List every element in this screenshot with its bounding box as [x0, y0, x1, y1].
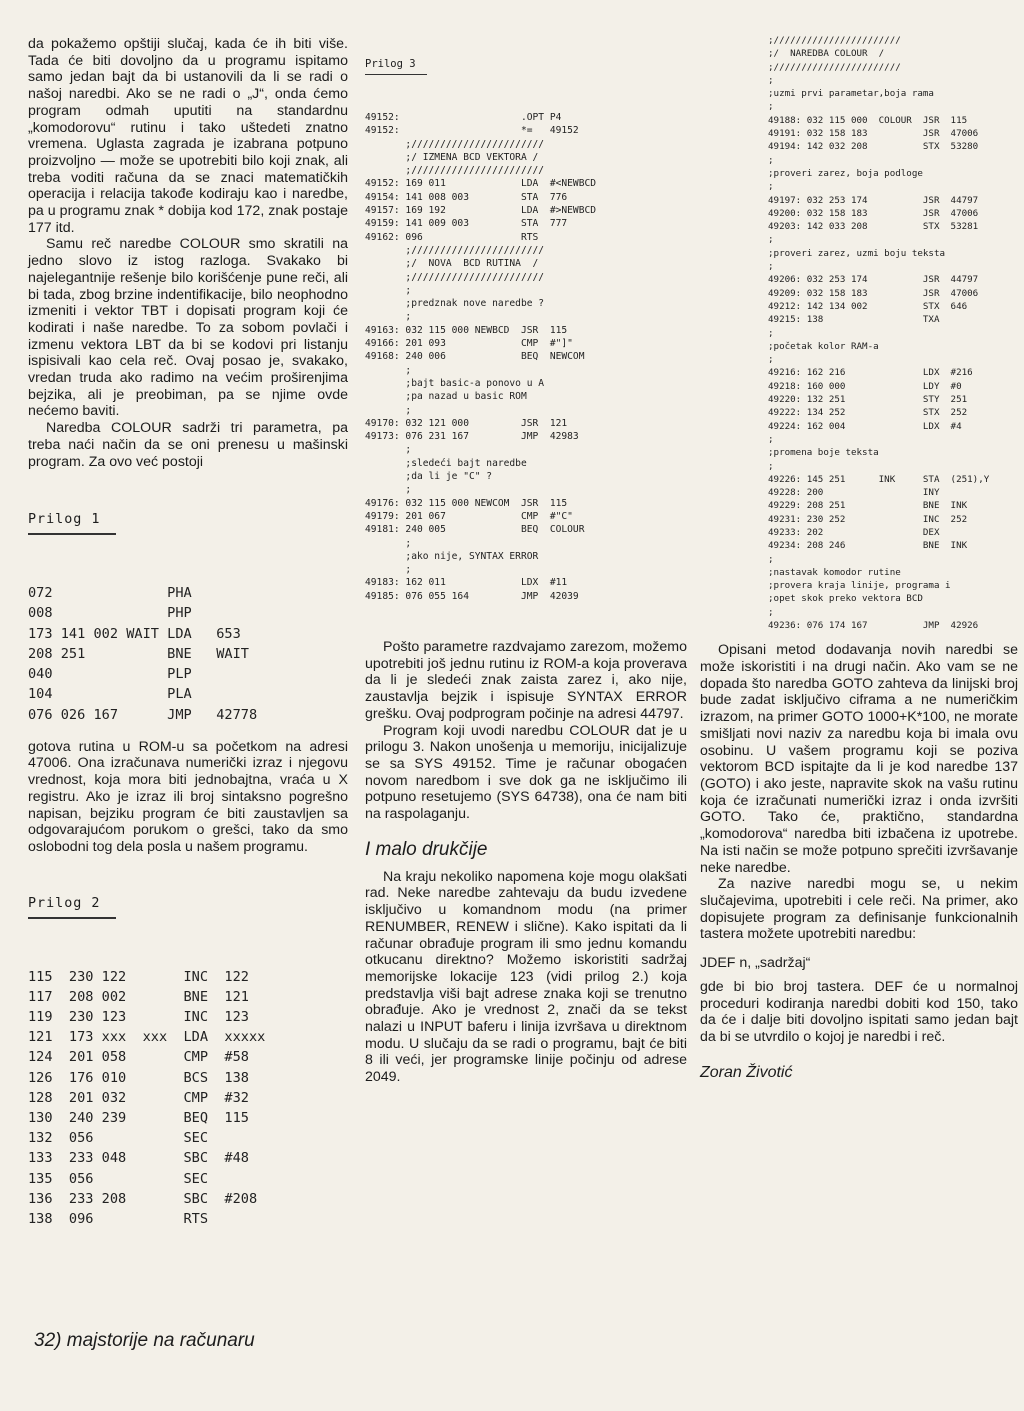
paragraph: Samu reč naredbe COLOUR smo skratili na jedno slovo iz istog razloga. Svakako bi najelegantnije rešenje bilo korišćenje pune reči, ali bi tada, zbog brzine indentifikacije, bilo neophodno izmeniti i vektor TBT i dopisati program koji će kodirati i naše naredbe. To za sobom povlači i izmenu vektora LBT da bi se kodovi pri listanju ispisivali kao cela reč. Ovaj posao je, svakako, vredan truda ako radimo na većim proširenjima bejzika, ali je preobiman, pa se njime ovde nećemo baviti. [28, 236, 348, 420]
colour-code: ;/////////////////////// ;/ NAREDBA COLOUR / ;/////////////////////// ; ;uzmi prvi parametar,boja rama ; 49188: 032 115 000 COLOUR JSR 115 49191: 032 158 183 JSR 47006 49194: 142 032 208 STX 53280 ; ;proveri zarez, boja podloge ; 49197: 032 253 174 JSR 44797 49200: 032 158 183 JSR 47006 49203: 142 033 208 STX 53281 ; ;proveri zarez, uzmi boju teksta ; 49206: 032 253 174 JSR 44797 49209: 032 158 183 JSR 47006 49212: 142 134 002 STX 646 49215: 138 TXA ; ;početak kolor RAM-a ; 49216: 162 216 LDX #216 49218: 160 000 LDY #0 49220: 132 251 STY 251 49222: 134 252 STX 252 49224: 162 004 LDX #4 ; ;promena boje teksta ; 49226: 145 251 INK STA (251),Y 49228: 200 INY 49229: 208 251 BNE INK 49231: 230 252 INC 252 49233: 202 DEX 49234: 208 246 BNE INK ; ;nastavak komodor rutine ;provera kraja linije, programa i ;opet skok preko vektora BCD ; 49236: 076 174 167 JMP 42926 [768, 35, 990, 632]
paragraph: gotova rutina u ROM-u sa početkom na adresi 47006. Ona izračunava numerički izraz i njegovu vrednost, koja mora biti jednobajtna, vraća u X registru. Ako je izraz ili broj sintaksno pogrešno napisan, bejziku program će biti zaustavljen sa odgovarajućom porukom o grešci, tako da smo oslobodni tog dela posla u našem programu. [28, 738, 348, 855]
paragraph: Program koji uvodi naredbu COLOUR dat je u prilogu 3. Nakon unošenja u memoriju, inicijalizuje se sa SYS 49152. Time je računar obogaćen novom naredbom i sve dok ga ne isključimo ili potpuno resetujemo (SYS 64738), ona će nam biti na raspolaganju. [365, 722, 687, 823]
middle-text-2 [365, 869, 687, 1086]
prilog1-block [28, 512, 348, 724]
right-text [700, 642, 1018, 943]
author-signature: Zoran Životić [700, 1063, 793, 1081]
column-right [700, 36, 1018, 1082]
paragraph: da pokažemo opštiji slučaj, kada će ih biti više. Tada će biti dovoljno da u programu ispitamo samo jedan bajt da bi ustanovili da li se radi o našoj naredbi. Ako se ne radi o „J“, onda ćemo program odmah uputiti na standardnu „komodorovu“ rutinu i tako uštedeti znatno vremena. Uglasta zagrada je izabrana potpuno proizvoljno — može se upotrebiti bilo koji znak, ali treba voditi računa da se znaci matematičkih operacija i relacija takođe kodiraju kao i naredbe, pa u programu znak * dobija kod 172, znak postaje 177 itd. [28, 36, 348, 236]
prilog1-label: Prilog 1 [28, 512, 101, 528]
mid-text [28, 739, 348, 856]
prilog3-underline [365, 74, 427, 75]
paragraph: Naredba COLOUR sadrži tri parametra, pa treba naći način da se oni prenesu u mašinski program. Za ovo već postoji [28, 420, 348, 470]
right-text-2 [700, 979, 1018, 1046]
prilog1-code: 072 PHA 008 PHP 173 141 002 WAIT LDA 653 208 251 BNE WAIT 040 PLP 104 PLA 076 026 167 JMP 42778 [28, 585, 258, 723]
paragraph: gde bi bio broj tastera. DEF će u normalnoj proceduri kodiranja naredbi dobiti kod 150, tako da će i dalje biti dovoljno ispitati samo jedan bajt da bi se utvrdilo o kojoj je naredbi i reč. [700, 979, 1018, 1046]
paragraph: Opisani metod dodavanja novih naredbi se može iskoristiti i na drugi način. Ako vam se ne dopada što naredba GOTO zahteva da linijski broj bude zadat isključivo ciframa a ne numeričkim izrazom, na primer GOTO 1000+K*100, ne morate smišljati novi naziv za naredbu koja bi imala ovu osobinu. U vašem programu koji se poziva vektorom BCD ispitajte da li je kod naredbe 137 (GOTO) i ako jeste, napravite skok na vašu rutinu koja će izračunati numerički izraz i onda izvršiti GOTO. Tako će, praktično, standardna „komodorova“ naredba biti izbačena iz upotrebe. Na isti način se može potpuno sprečiti izvršavanje neke naredbe. [700, 642, 1018, 876]
prilog3-code: 49152: .OPT P4 49152: *= 49152 ;/////////////////////// ;/ IZMENA BCD VEKTORA / ;/////////////////////// 49152: 169 011 LDA #<NEWBCD 49154: 141 008 003 STA 776 49157: 169 192 LDA #>NEWBCD 49159: 141 009 003 STA 777 49162: 096 RTS ;/////////////////////// ;/ NOVA BCD RUTINA / ;/////////////////////// ; ;predznak nove naredbe ? ; 49163: 032 115 000 NEWBCD JSR 115 49166: 201 093 CMP #"]" 49168: 240 006 BEQ NEWCOM ; ;bajt basic-a ponovo u A ;pa nazad u basic ROM ; 49170: 032 121 000 JSR 121 49173: 076 231 167 JMP 42983 ; ;sledeći bajt naredbe ;da li je "C" ? ; 49176: 032 115 000 NEWCOM JSR 115 49179: 201 067 CMP #"C" 49181: 240 005 BEQ COLOUR ; ;ako nije, SYNTAX ERROR ; 49183: 162 011 LDX #11 49185: 076 055 164 JMP 42039 [365, 112, 597, 602]
intro-text [28, 36, 348, 470]
prilog1-underline [28, 533, 116, 535]
paragraph: Na kraju nekoliko napomena koje mogu olakšati rad. Neke naredbe zahtevaju da budu izvedene isključivo u komandnom modu (na primer RENUMBER, RENEW i slične). Kako ispitati da li računar obrađuje program ili smo jednu komandu otkucanu direktno? Možemo iskoristiti sadržaj memorijske lokacije 123 (vidi prilog 2.) koja predstavlja viši bajt adrese znaka koji se trenutno obrađuje. Ako je vrednost 2, znači da se tekst nalazi u INPUT baferu i linija izvršava u direktnom modu. U slučaju da se radi o programu, bajt će biti 8 ili veći, jer programske linije počinju od adrese 2049. [365, 868, 687, 1086]
column-left [28, 36, 348, 1229]
prilog2-label: Prilog 2 [28, 895, 101, 911]
page-footer: 32) majstorije na računaru [34, 1330, 255, 1351]
prilog3-label: Prilog 3 [365, 58, 416, 70]
prilog2-underline [28, 917, 116, 919]
prilog2-block [28, 896, 348, 1230]
paragraph: Za nazive naredbi mogu se, u nekim slučajevima, upotrebiti i cele reči. Na primer, ako dopisujete program za definisanje funkcionalnih tastera možete upotrebiti naredbu: [700, 876, 1018, 943]
prilog2-code: 115 230 122 INC 122 117 208 002 BNE 121 119 230 123 INC 123 121 173 xxx xxx LDA xxxxx 124 201 058 CMP #58 126 176 010 BCS 138 128 201 032 CMP #32 130 240 239 BEQ 115 132 056 SEC 133 233 048 SBC #48 135 056 SEC 136 233 208 SBC #208 138 096 RTS [28, 968, 266, 1228]
jdef-line: JDEF n, „sadržaj“ [700, 955, 811, 972]
paragraph: Pošto parametre razdvajamo zarezom, možemo upotrebiti još jednu rutinu iz ROM-a koja proverava da li je sledeći znak zaista zarez i, ako nije, zaustavlja bejzik i ispisuje SYNTAX ERROR grešku. Ovaj podprogram počinje na adresi 44797. [365, 638, 687, 722]
section-heading: I malo drukčije [365, 838, 488, 860]
prilog3-block [365, 58, 687, 603]
middle-text [365, 639, 687, 823]
column-middle [365, 36, 687, 1086]
